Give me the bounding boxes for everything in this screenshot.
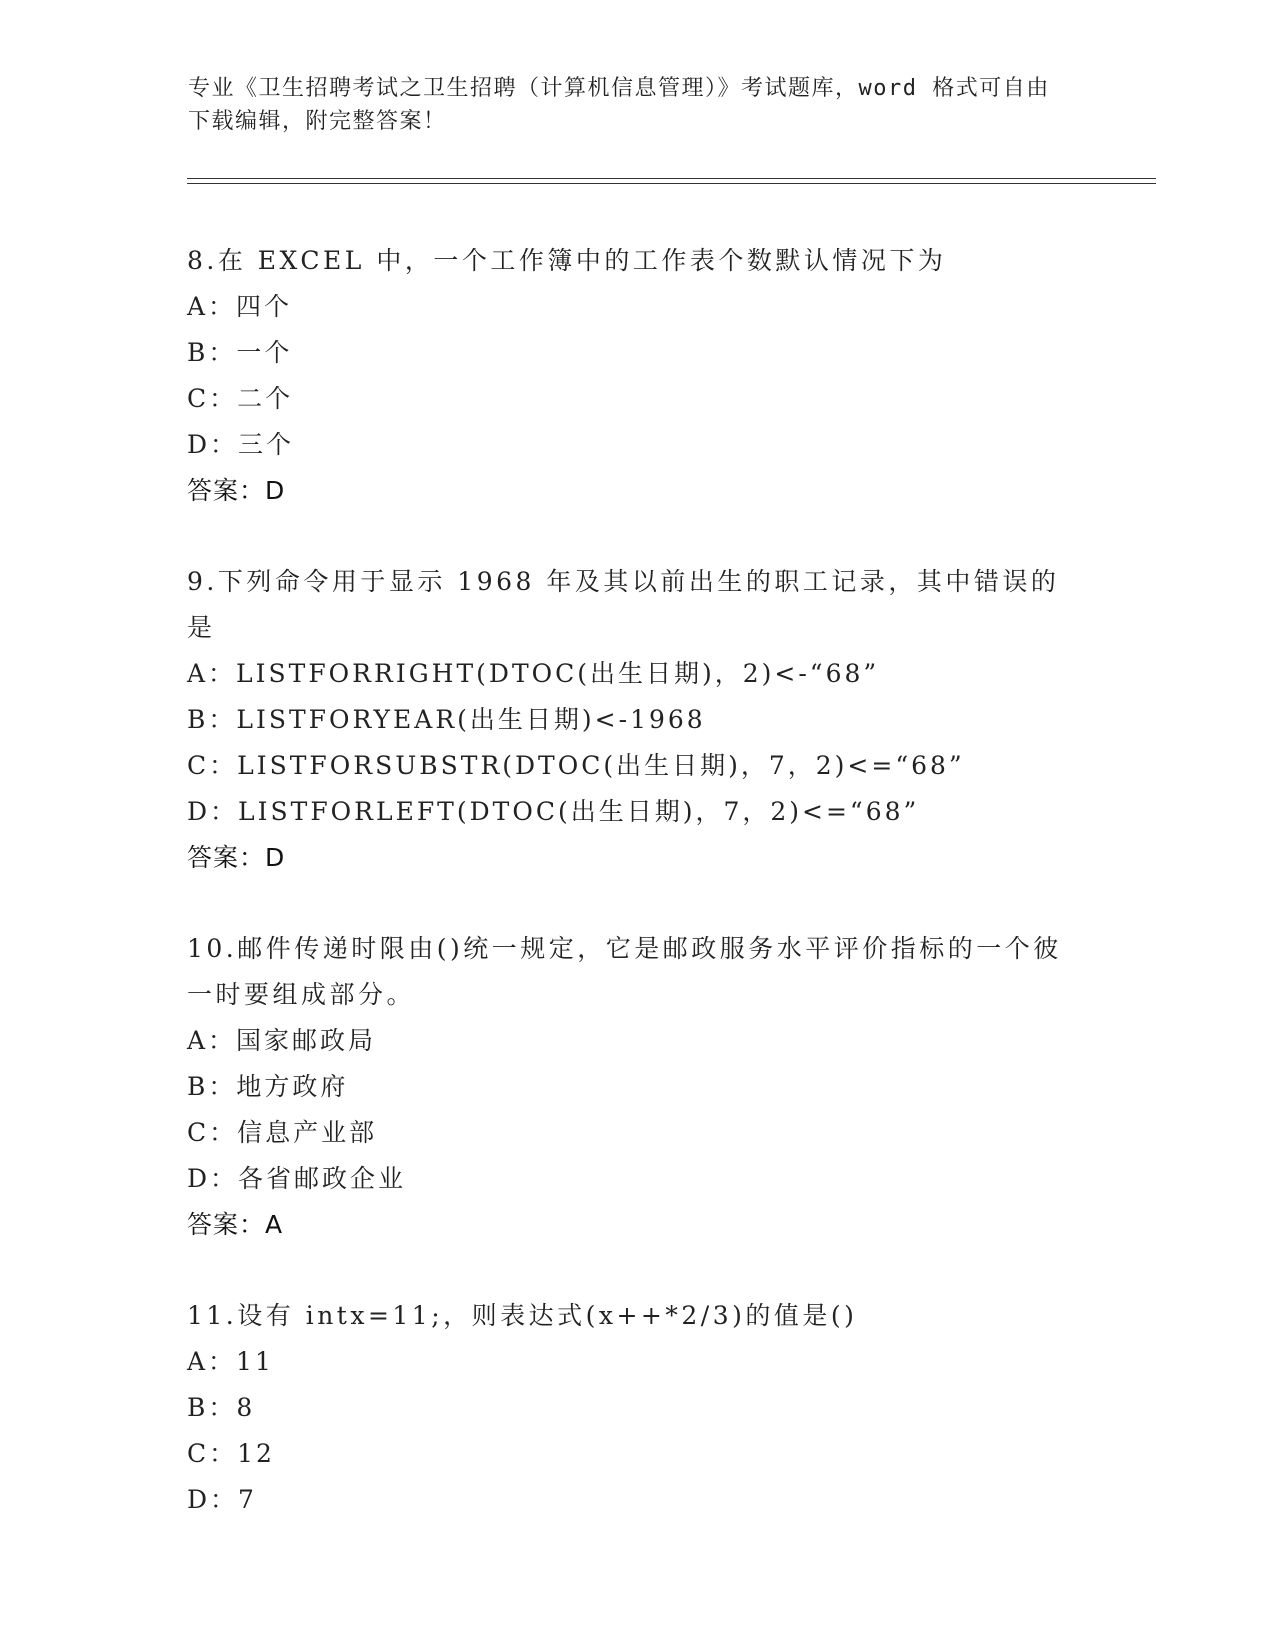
- option-a: A：LISTFORRIGHT(DTOC(出生日期)，2)<-“68”: [187, 659, 880, 688]
- option-c: C：二个: [187, 384, 294, 413]
- question-11: [187, 1293, 1087, 1523]
- option-a: A：四个: [187, 292, 293, 321]
- question-stem: 8.在 EXCEL 中，一个工作簿中的工作表个数默认情况下为: [187, 246, 947, 275]
- option-c: C：12: [187, 1439, 275, 1468]
- header-rule-top: [187, 178, 1156, 179]
- option-b: B：一个: [187, 338, 293, 367]
- option-b: B：8: [187, 1393, 256, 1422]
- question-10: [187, 926, 1087, 1248]
- option-c: C：信息产业部: [187, 1118, 378, 1147]
- option-d: D：LISTFORLEFT(DTOC(出生日期)，7，2)<=“68”: [187, 797, 920, 826]
- option-d: D：各省邮政企业: [187, 1164, 407, 1193]
- question-list: [187, 238, 1087, 1568]
- option-c: C：LISTFORSUBSTR(DTOC(出生日期)，7，2)<=“68”: [187, 751, 965, 780]
- question-stem: 11.设有 intx=11;，则表达式(x++*2/3)的值是(): [187, 1301, 858, 1330]
- question-9: [187, 559, 1087, 881]
- question-stem: 9.下列命令用于显示 1968 年及其以前出生的职工记录，其中错误的是: [187, 567, 1060, 642]
- option-b: B：地方政府: [187, 1072, 349, 1101]
- option-a: A：国家邮政局: [187, 1026, 377, 1055]
- answer-line: 答案：D: [187, 476, 286, 505]
- option-a: A：11: [187, 1347, 274, 1376]
- option-b: B：LISTFORYEAR(出生日期)<-1968: [187, 705, 706, 734]
- option-d: D：三个: [187, 430, 295, 459]
- question-8: [187, 238, 1087, 514]
- header-rule-bottom: [187, 183, 1156, 184]
- question-stem: 10.邮件传递时限由()统一规定，它是邮政服务水平评价指标的一个彼一时要组成部分。: [187, 934, 1062, 1009]
- answer-line: 答案：A: [187, 1210, 284, 1239]
- answer-line: 答案：D: [187, 843, 286, 872]
- option-d: D：7: [187, 1485, 257, 1514]
- document-header: 专业《卫生招聘考试之卫生招聘（计算机信息管理）》考试题库，word 格式可自由下载编辑，附完整答案！: [188, 76, 1050, 134]
